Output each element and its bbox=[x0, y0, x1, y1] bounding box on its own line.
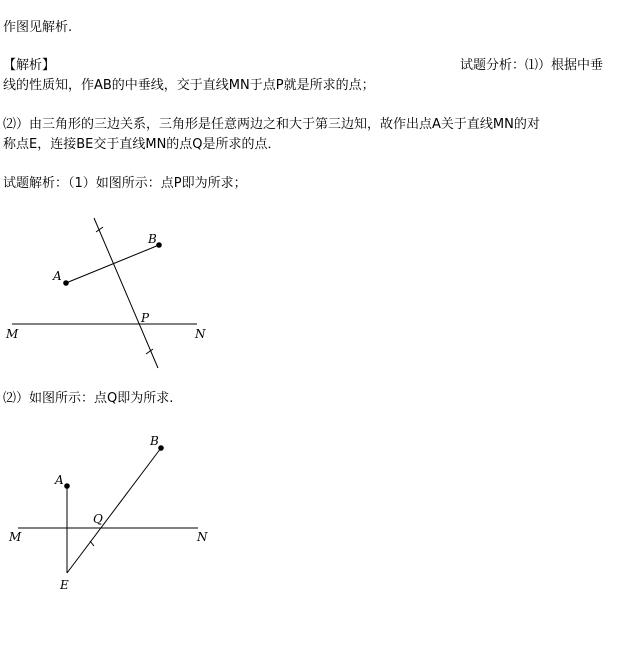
label-n: N bbox=[195, 327, 206, 341]
label-n: N bbox=[197, 530, 208, 544]
solution-part-2: ⑵）如图所示：点Q即为所求. bbox=[3, 391, 174, 406]
label-b: B bbox=[150, 434, 159, 448]
answer-text: 作图见解析. bbox=[3, 20, 73, 35]
label-p: P bbox=[141, 311, 150, 325]
label-q: Q bbox=[93, 512, 103, 526]
solution-part-1: 试题解析：（1）如图所示：点P即为所求； bbox=[3, 176, 247, 191]
label-m: M bbox=[9, 530, 22, 544]
label-a: A bbox=[53, 269, 62, 283]
analysis-line-2: 线的性质知，作AB的中垂线，交于直线MN于点P就是所求的点； bbox=[3, 78, 375, 93]
analysis-part2-line-1: ⑵）由三角形的三边关系，三角形是任意两边之和大于第三边知，故作出点A关于直线MN的对 bbox=[3, 117, 540, 132]
label-a: A bbox=[55, 473, 64, 487]
analysis-intro: 试题分析：⑴）根据中垂 bbox=[460, 58, 604, 73]
label-m: M bbox=[6, 327, 19, 341]
analysis-part2-line-2: 称点E，连接BE交于直线MN的点Q是所求的点． bbox=[3, 137, 281, 152]
label-e: E bbox=[60, 578, 69, 592]
point-b bbox=[158, 445, 164, 451]
point-a bbox=[64, 483, 70, 489]
label-b: B bbox=[148, 232, 157, 246]
segment-be bbox=[67, 448, 161, 573]
arc-mark bbox=[90, 541, 94, 546]
analysis-heading: 【解析】 bbox=[3, 58, 56, 73]
